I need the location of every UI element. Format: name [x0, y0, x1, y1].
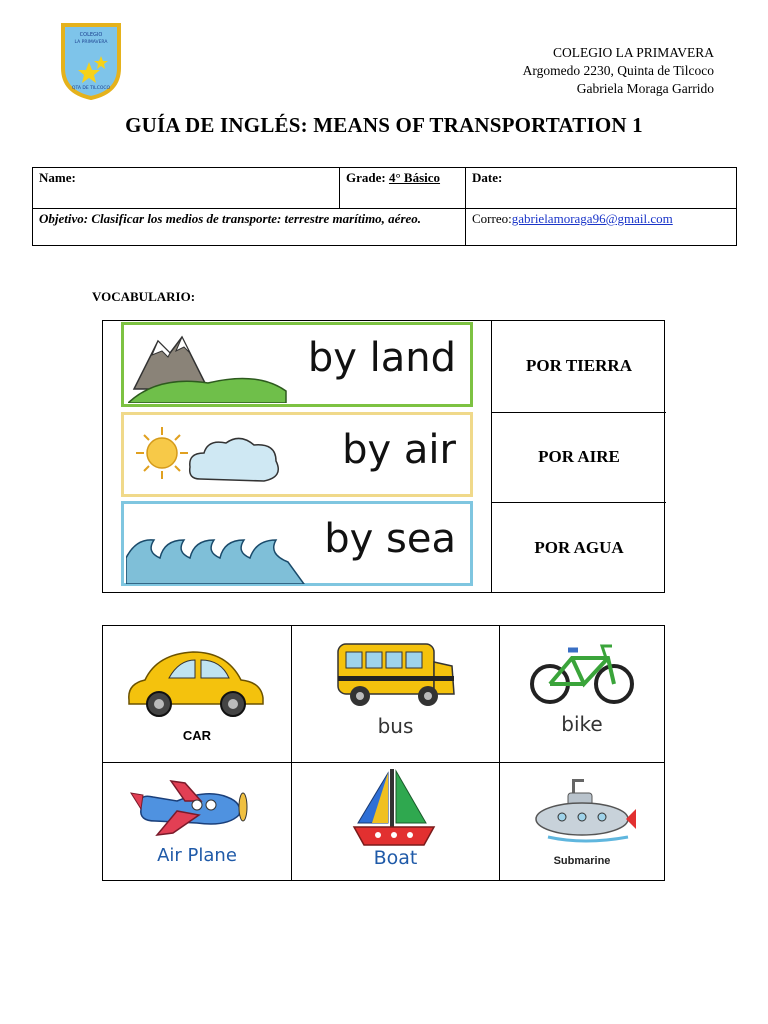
bike-icon: [528, 636, 636, 708]
translation-land: POR TIERRA: [492, 320, 666, 413]
grade-label: Grade:: [346, 170, 386, 185]
objective-text: Objetivo: Clasificar los medios de transporte: terrestre marítimo, aéreo.: [33, 209, 466, 246]
car-icon: [123, 640, 273, 720]
by-land-text: by land: [307, 335, 456, 381]
school-logo: [60, 22, 122, 100]
by-land-card: [121, 322, 473, 407]
bike-label: bike: [561, 712, 603, 736]
name-label: Name:: [39, 170, 76, 185]
teacher-name: Gabriela Moraga Garrido: [576, 81, 714, 96]
bus-icon: [334, 636, 460, 708]
translation-sea: POR AGUA: [534, 537, 624, 557]
by-air-card: [121, 412, 473, 497]
school-name: COLEGIO LA PRIMAVERA: [552, 45, 714, 60]
transport-grid: [102, 625, 665, 881]
airplane-icon: [127, 771, 257, 843]
by-sea-card: [121, 501, 473, 586]
waves-icon: [126, 518, 306, 584]
name-cell[interactable]: [33, 168, 340, 209]
land-icon: [128, 327, 288, 403]
student-info-table: [32, 167, 737, 246]
by-sea-text: by sea: [324, 516, 456, 562]
airplane-label: Air Plane: [157, 845, 237, 866]
by-air-text: by air: [342, 427, 456, 473]
translation-air: POR AIRE: [492, 412, 666, 503]
page-title: GUÍA DE INGLÉS: MEANS OF TRANSPORTATION 1: [125, 113, 643, 137]
submarine-label: Submarine: [553, 855, 611, 867]
boat-icon: [352, 767, 438, 847]
school-address: Argomedo 2230, Quinta de Tilcoco: [522, 63, 714, 78]
date-label: Date:: [472, 170, 503, 185]
transport-bike: [500, 626, 664, 762]
vocab-cards: [102, 320, 492, 593]
transport-airplane: [103, 763, 291, 881]
boat-label: Boat: [373, 847, 418, 869]
svg-text:QTA DE TILCOCO: QTA DE TILCOCO: [71, 86, 111, 91]
vocab-heading: VOCABULARIO:: [92, 289, 196, 304]
transport-boat: [292, 763, 499, 881]
transport-car: [103, 626, 291, 762]
svg-text:COLEGIO: COLEGIO: [79, 32, 103, 38]
email-cell: [466, 209, 737, 246]
submarine-icon: [528, 777, 640, 847]
bus-label: bus: [377, 714, 414, 738]
transport-submarine: [500, 763, 664, 881]
date-cell[interactable]: [466, 168, 737, 209]
vocab-translations: [491, 320, 665, 593]
transport-bus: [292, 626, 499, 762]
sun-cloud-icon: [130, 421, 290, 491]
car-label: CAR: [182, 728, 212, 743]
grade-cell: [340, 168, 466, 209]
email-link[interactable]: gabrielamoraga96@gmail.com: [511, 211, 673, 226]
grade-value: 4° Básico: [388, 170, 441, 185]
email-label: Correo:: [472, 211, 512, 226]
svg-text:LA PRIMAVERA: LA PRIMAVERA: [74, 40, 108, 45]
school-info: [523, 44, 714, 98]
